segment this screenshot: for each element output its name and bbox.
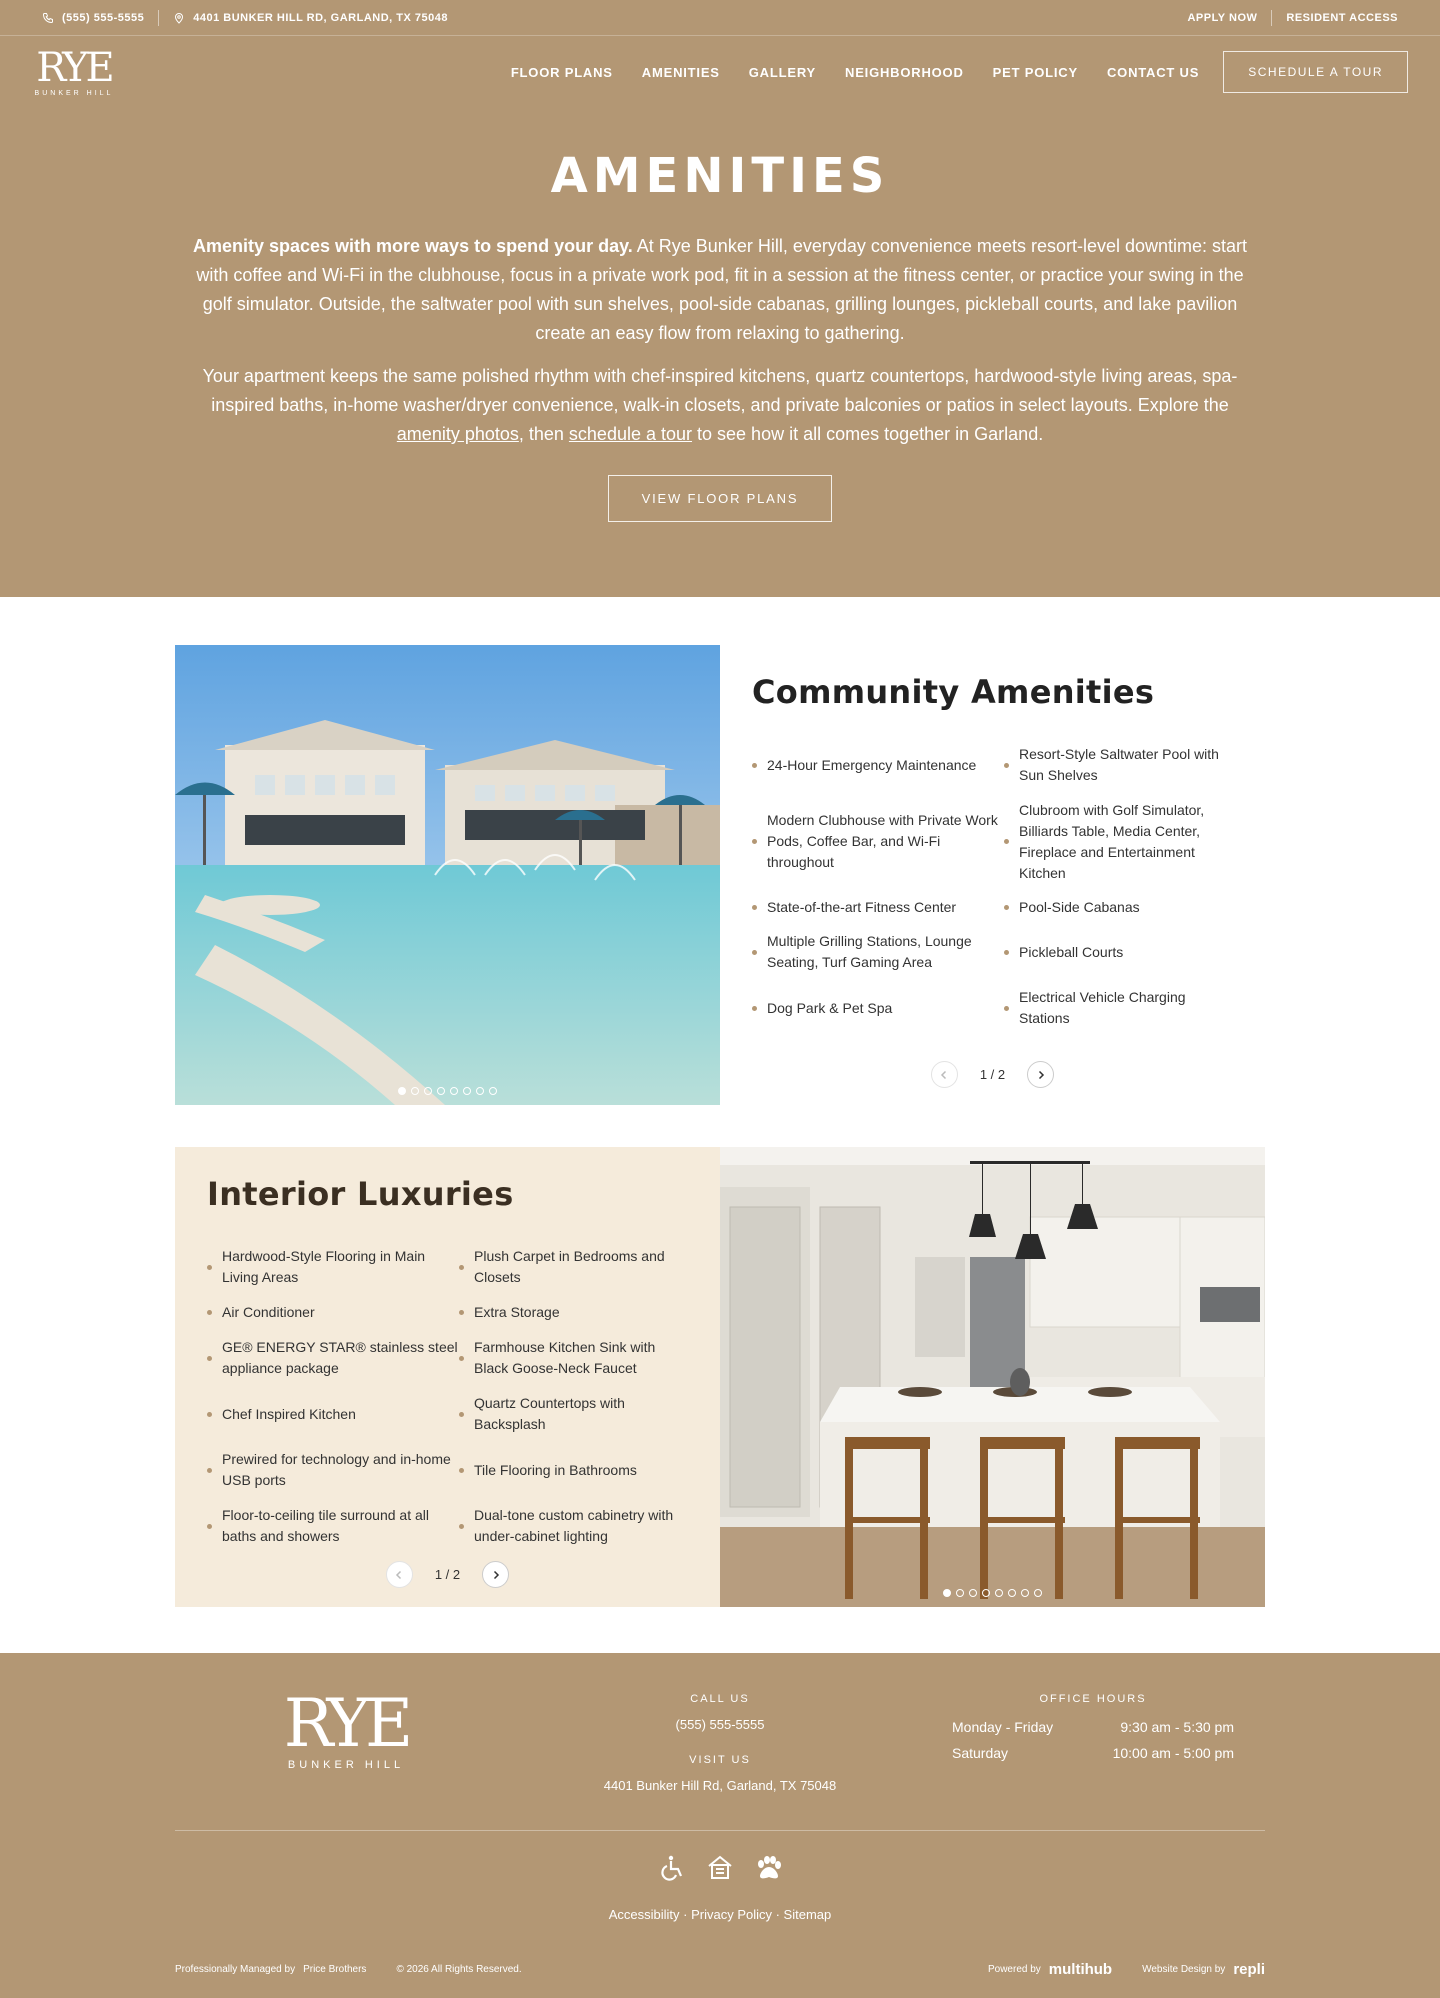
list-item [752,737,1004,793]
amenity-photos-link[interactable]: amenity photos [396,424,519,444]
top-bar [0,0,1440,36]
list-item-text: Quartz Countertops with Backsplash [474,1395,625,1432]
hero-text: to see how it all comes together in Garland. [692,424,1044,444]
slideshow-dots [175,1087,720,1095]
bullet [752,1006,757,1011]
slide-dot[interactable] [1008,1589,1016,1597]
list-item-text: Floor-to-ceiling tile surround at all baths and showers [222,1507,429,1544]
address-text: 4401 BUNKER HILL RD, GARLAND, TX 75048 [193,11,448,24]
slide-dot[interactable] [424,1087,432,1095]
view-floor-plans-button[interactable]: VIEW FLOOR PLANS [608,475,832,522]
section-title: Interior Luxuries [207,1175,514,1213]
slide-dot[interactable] [982,1589,990,1597]
bullet [207,1468,212,1473]
list-item [207,1386,459,1442]
list-item [752,980,1004,1036]
chevron-left-icon [939,1070,949,1080]
bullet [207,1356,212,1361]
hero-text: Your apartment keeps the same polished rhythm with chef-inspired kitchens, quartz countertops, hardwood-style living areas, spa-inspired baths, in-home washer/dryer convenience, walk-in closets, and private balconies or patios in select layouts. Explore the [202,366,1238,415]
compliance-icons [0,1853,1440,1883]
logo-subtitle: BUNKER HILL [287,1759,405,1771]
hours-row [952,1745,1234,1761]
list-item-text: Clubroom with Golf Simulator, Billiards Table, Media Center, Fireplace and Entertainment Kitchen [1019,801,1205,881]
nav-gallery[interactable]: GALLERY [748,64,816,80]
page-indicator: 1 / 2 [434,1567,461,1582]
slide-dot[interactable] [450,1087,458,1095]
bullet [207,1524,212,1529]
design-by-label: Website Design by [1142,1964,1226,1975]
list-item-text: Dual-tone custom cabinetry with under-cabinet lighting [474,1507,674,1544]
managed-by-label: Professionally Managed by [175,1964,296,1975]
phone-number: (555) 555-5555 [62,11,145,24]
bullet [1004,950,1009,955]
hours-time: 10:00 am - 5:00 pm [1112,1745,1234,1761]
list-item [1004,980,1234,1036]
logo-mark: RYE [36,44,112,91]
nav-amenities[interactable]: AMENITIES [641,64,720,80]
address-link[interactable] [173,12,448,24]
page-indicator: 1 / 2 [979,1067,1006,1082]
chevron-right-icon [491,1570,501,1580]
slide-dot[interactable] [969,1589,977,1597]
visit-us-label: VISIT US [689,1754,751,1766]
equal-housing-icon [705,1853,735,1883]
slide-dot[interactable] [1034,1589,1042,1597]
slide-dot[interactable] [489,1087,497,1095]
hero-paragraph-1 [180,232,1260,348]
section-title: Community Amenities [752,673,1155,711]
list-item-text: 24-Hour Emergency Maintenance [767,756,977,773]
list-item-text: Chef Inspired Kitchen [222,1405,356,1422]
bullet [1004,763,1009,768]
list-item [207,1295,459,1330]
list-item [459,1498,689,1554]
list-item-text: GE® ENERGY STAR® stainless steel appliance package [222,1339,458,1376]
bullet [207,1265,212,1270]
phone-link[interactable] [42,12,144,24]
list-item-text: Prewired for technology and in-home USB ports [222,1451,451,1488]
nav-contact-us[interactable]: CONTACT US [1106,64,1200,80]
bullet [752,905,757,910]
slide-dot[interactable] [463,1087,471,1095]
call-us-label: CALL US [690,1693,750,1705]
bullet [459,1468,464,1473]
footer-links[interactable]: Accessibility · Privacy Policy · Sitemap [608,1907,832,1922]
list-item-text: Dog Park & Pet Spa [767,999,893,1016]
bullet [1004,1006,1009,1011]
footer-logo[interactable] [276,1685,416,1771]
slide-dot[interactable] [411,1087,419,1095]
slide-dot[interactable] [1021,1589,1029,1597]
kitchen-photo [720,1147,1265,1607]
interior-luxuries-panel [175,1147,720,1607]
list-item-text: Pickleball Courts [1019,943,1124,960]
list-item [1004,737,1234,793]
list-item [459,1330,689,1386]
interior-pager [175,1561,720,1588]
prev-page-button[interactable] [931,1061,958,1088]
bullet [207,1310,212,1315]
next-page-button[interactable] [1027,1061,1054,1088]
logo-mark: RYE [283,1685,409,1762]
slide-dot[interactable] [943,1589,951,1597]
nav-neighborhood[interactable]: NEIGHBORHOOD [845,64,964,80]
apply-now-link[interactable]: APPLY NOW [1187,11,1258,24]
divider [158,10,159,26]
list-item [207,1330,459,1386]
price-brothers-logo[interactable]: Price Brothers [303,1964,367,1975]
list-item-text: Air Conditioner [222,1304,315,1320]
amenity-list [752,737,1233,1036]
hours-row [952,1719,1234,1735]
powered-by-label: Powered by [987,1964,1041,1975]
pet-paw-icon [753,1853,783,1883]
main-nav [482,51,1408,93]
slide-dot[interactable] [956,1589,964,1597]
slide-dot[interactable] [995,1589,1003,1597]
page-title: AMENITIES [550,148,890,204]
multihub-logo[interactable]: multihub [1048,1961,1113,1978]
hours-day: Monday - Friday [952,1719,1054,1735]
hours-day: Saturday [952,1745,1009,1761]
divider [1271,10,1272,26]
amenity-pager [720,1061,1265,1088]
list-item [1004,793,1234,890]
schedule-tour-link[interactable]: schedule a tour [568,424,693,444]
resident-access-link[interactable]: RESIDENT ACCESS [1286,11,1398,24]
schedule-tour-button[interactable]: SCHEDULE A TOUR [1223,51,1408,93]
list-item [752,924,1004,980]
bullet [459,1524,464,1529]
office-hours-label: OFFICE HOURS [1039,1693,1147,1705]
slide-dot[interactable] [476,1087,484,1095]
list-item [207,1239,459,1295]
community-amenities-section [175,645,1265,1105]
list-item [752,890,1004,924]
logo-subtitle: BUNKER HILL [34,89,114,97]
repli-logo[interactable]: repli [1233,1961,1265,1978]
bullet [752,763,757,768]
bullet [207,1412,212,1417]
hero-text: , then [518,424,569,444]
bullet [752,839,757,844]
bullet [459,1265,464,1270]
accessibility-icon [657,1853,687,1883]
list-item [207,1498,459,1554]
footer-bottom [175,1961,1265,1978]
hero-lead: Amenity spaces with more ways to spend your day. [192,236,633,256]
list-item-text: Pool-Side Cabanas [1019,898,1140,915]
site-logo[interactable] [32,44,116,97]
bullet [459,1356,464,1361]
slide-dot[interactable] [398,1087,406,1095]
pool-image [175,645,720,1105]
footer-divider [175,1830,1265,1831]
copyright-text: © 2026 All Rights Reserved. [396,1964,522,1975]
pool-photo [175,645,720,1105]
chevron-right-icon [1036,1070,1046,1080]
interior-list [207,1239,688,1554]
hero-paragraph-2 [180,362,1260,449]
list-item-text: Extra Storage [474,1304,560,1320]
list-item [459,1386,689,1442]
interior-luxuries-section [175,1147,1265,1607]
list-item [459,1239,689,1295]
list-item [459,1295,689,1330]
bullet [1004,905,1009,910]
contact-column [560,1693,880,1815]
bullet [1004,839,1009,844]
list-item [207,1442,459,1498]
chevron-left-icon [394,1570,404,1580]
list-item [752,793,1004,890]
nav-floor-plans[interactable]: FLOOR PLANS [510,64,613,80]
list-item-text: Electrical Vehicle Charging Stations [1019,989,1186,1026]
list-item [1004,890,1234,924]
hero-text: At Rye Bunker Hill, everyday convenience meets resort-level downtime: start with coffee and Wi-Fi in the clubhouse, focus in a private work pod, fit in a session at the fitness center, or practice your swing in the golf simulator. Outside, the saltwater pool with sun shelves, pool-side cabanas, grilling lounges, pickleball courts, and lake pavilion create an easy flow from relaxing to gathering. [196,236,1248,343]
list-item-text: Multiple Grilling Stations, Lounge Seating, Turf Gaming Area [767,933,972,970]
slideshow-dots [720,1589,1265,1597]
next-page-button[interactable] [482,1561,509,1588]
list-item-text: Plush Carpet in Bedrooms and Closets [474,1248,665,1285]
list-item [459,1442,689,1498]
hero-section [0,108,1440,597]
kitchen-image [720,1147,1265,1607]
office-hours [952,1693,1234,1771]
hours-time: 9:30 am - 5:30 pm [1120,1719,1234,1735]
list-item-text: Tile Flooring in Bathrooms [474,1461,637,1478]
list-item-text: State-of-the-art Fitness Center [767,898,957,915]
bullet [459,1310,464,1315]
list-item-text: Resort-Style Saltwater Pool with Sun Shelves [1019,746,1219,783]
bullet [752,950,757,955]
location-pin-icon [173,12,185,24]
footer-phone-link[interactable]: (555) 555-5555 [675,1717,765,1732]
footer-address-link[interactable]: 4401 Bunker Hill Rd, Garland, TX 75048 [603,1778,837,1793]
bullet [459,1412,464,1417]
slide-dot[interactable] [437,1087,445,1095]
prev-page-button[interactable] [386,1561,413,1588]
phone-icon [42,12,54,24]
site-footer [0,1653,1440,1998]
list-item-text: Modern Clubhouse with Private Work Pods, Coffee Bar, and Wi-Fi throughout [767,812,998,870]
community-amenities-panel [720,645,1265,1105]
list-item [1004,924,1234,980]
nav-pet-policy[interactable]: PET POLICY [992,64,1078,80]
site-header [0,36,1440,108]
list-item-text: Hardwood-Style Flooring in Main Living Areas [222,1248,426,1285]
list-item-text: Farmhouse Kitchen Sink with Black Goose-Neck Faucet [474,1339,656,1376]
